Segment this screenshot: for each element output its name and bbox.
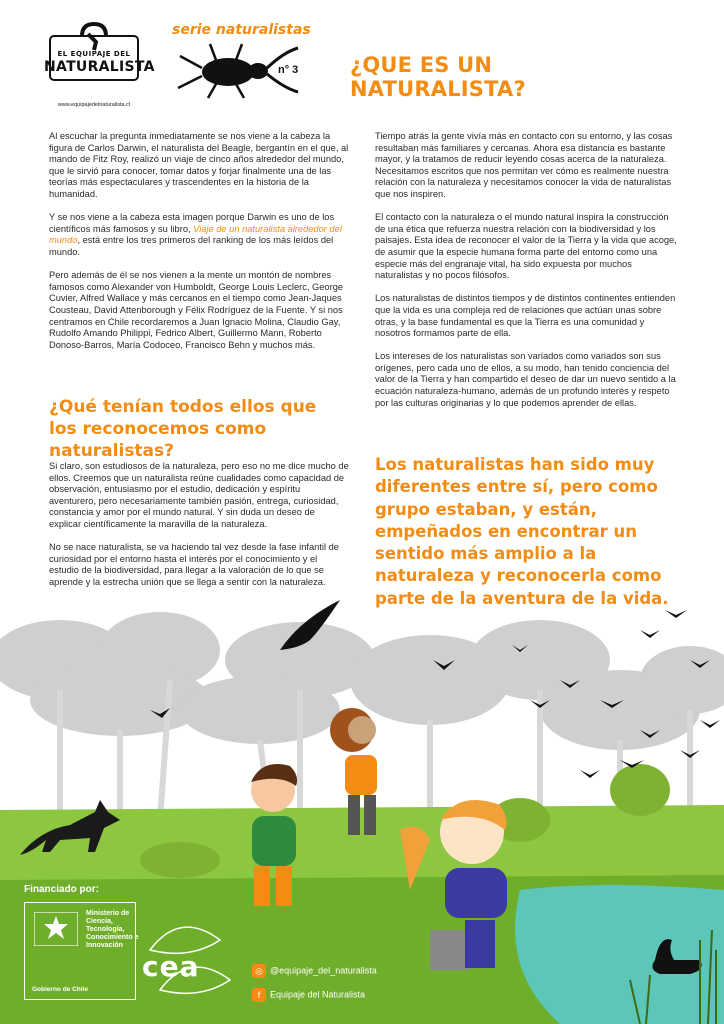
gov-emblem-icon — [34, 912, 78, 946]
left-column-2 — [49, 461, 349, 600]
instagram-icon: ◎ — [252, 964, 266, 978]
page-title: ¿QUE ES UN NATURALISTA? — [350, 53, 526, 101]
series-label: serie naturalistas — [172, 22, 311, 38]
paragraph: El contacto con la naturaleza o el mundo natural inspira la construcción de una ética que refuerza nuestra relación con la biodiversidad y los paisajes. Esta idea de reconocer el valor de la Tierra y la vida que acoge, de asumir que la especie humana forma parte del entorno como una especie más del engranaje vital, ha sido expuesta por muchos naturalistas y no pocos filósofos. — [375, 212, 677, 281]
funded-by-label: Financiado por: — [24, 884, 99, 895]
paragraph: Tiempo atrás la gente vivía más en contacto con su entorno, y las cosas resultaban más familiares y cercanas. Ahora esa distancia es bastante mayor, y la tratamos de reducir leyendo cosas acerca de la naturaleza. Necesitamos escritos que nos permitan ver cómo es realmente nuestra relación con la naturaleza y necesitamos conocer la vida de naturalistas que nos inspiren. — [375, 131, 673, 199]
cea-logo: cea — [142, 950, 200, 983]
paragraph: Pero además de él se nos vienen a la mente un montón de nombres famosos como Alexander von Humboldt, George Louis Leclerc, George Cuvier, Alfred Wallace y más cercanos en el tiempo como Jean-Jaques Cousteau, David Attenborough y Félix Rodríguez de la Fuente. Y si nos centramos en Chile recordaremos a Juan Ignacio Molina, Claudio Gay, Rudolfo Amando Philippi, Fedrico Albert, Guillermo Mann, Roberto Donoso-Barros, María Codoceo, Francisco Behn y muchos más. — [49, 270, 344, 350]
paragraph: Y se nos viene a la cabeza esta imagen porque Darwin es uno de los científicos más famosos y su libro, Viaje de un naturalista alrededor del mundo, está entre los tres primeros del ranking de los más leídos del mundo. — [49, 212, 342, 257]
logo-name: NATURALISTA — [44, 59, 155, 75]
logo-url: www.equipajedelnaturalista.cl — [57, 102, 131, 108]
paragraph: Al escuchar la pregunta inmediatamente se nos viene a la cabeza la figura de Carlos Darwin, el naturalista del Beagle, bergantín en el que, al mando de Fitz Roy, realizó un viaje de cinco años alrededor del mundo, que le sirvió para conocer, tomar datos y forjar finalmente una de las teorías más espectaculares y trascendentes en la historia de la humanidad. — [49, 131, 349, 199]
instagram-link[interactable] — [252, 964, 377, 978]
left-column — [49, 131, 349, 363]
paragraph: Si claro, son estudiosos de la naturaleza, pero eso no me dice mucho de ellos. Creemos que un naturalista reúne cualidades como capacidad de observación, entusiasmo por el estudio, dedicación y espíritu aventurero, pero necesariamente también pasión, entrega, curiosidad, constancia y amor por el mundo natural. Y sin duda un deseo de explicar científicamente la maravilla de la naturaleza. — [49, 461, 349, 529]
facebook-link[interactable] — [252, 988, 365, 1002]
ministry-name: Ministerio de Ciencia, Tecnología, Conocimiento e Innovación — [86, 910, 139, 949]
issue-number: n° 3 — [278, 64, 299, 76]
logo — [44, 22, 155, 114]
paragraph: Los naturalistas de distintos tiempos y de distintos continentes entienden que la vida es una compleja red de relaciones que actúan unas sobre otras, y la base fundamental es que la Tierra es una comunidad y nosotros formamos parte de ella. — [375, 293, 676, 339]
instagram-handle: @equipaje_del_naturalista — [270, 965, 377, 976]
paragraph: Los intereses de los naturalistas son variados como variados son sus orígenes, pero cada uno de ellos, a su modo, han tenido conciencia del valor de la Tierra y han compartido el deseo de dar un nuevo sentido a la ecuación naturaleza-humano, además de un profundo interés y respeto por las culturas originarias y lo que podemos aprender de ellas. — [375, 351, 676, 408]
right-column — [375, 131, 680, 421]
highlight-quote: Los naturalistas han sido muy diferentes entre sí, pero como grupo estaban, y están, empeñados en encontrar un sentido más amplio a la naturaleza y reconocerla como parte de la aventura de la vida. — [375, 455, 669, 608]
government-label: Gobierno de Chile — [32, 986, 88, 993]
facebook-icon: f — [252, 988, 266, 1002]
logo-subtitle: EL EQUIPAJE DEL — [57, 50, 131, 58]
book-title-link: Viaje de un naturalista alrededor del mundo — [49, 223, 342, 246]
section-heading: ¿Qué tenían todos ellos que los reconocemos como naturalistas? — [49, 397, 317, 461]
paragraph: No se nace naturalista, se va haciendo tal vez desde la fase infantil de curiosidad por el entorno hasta el interés por el conocimiento y el estudio de la biodiversidad, para llegar a la valoración de lo que se aprende y la estrecha unión que se llega a sentir con la naturaleza. — [49, 542, 339, 587]
facebook-handle: Equipaje del Naturalista — [270, 989, 366, 1000]
